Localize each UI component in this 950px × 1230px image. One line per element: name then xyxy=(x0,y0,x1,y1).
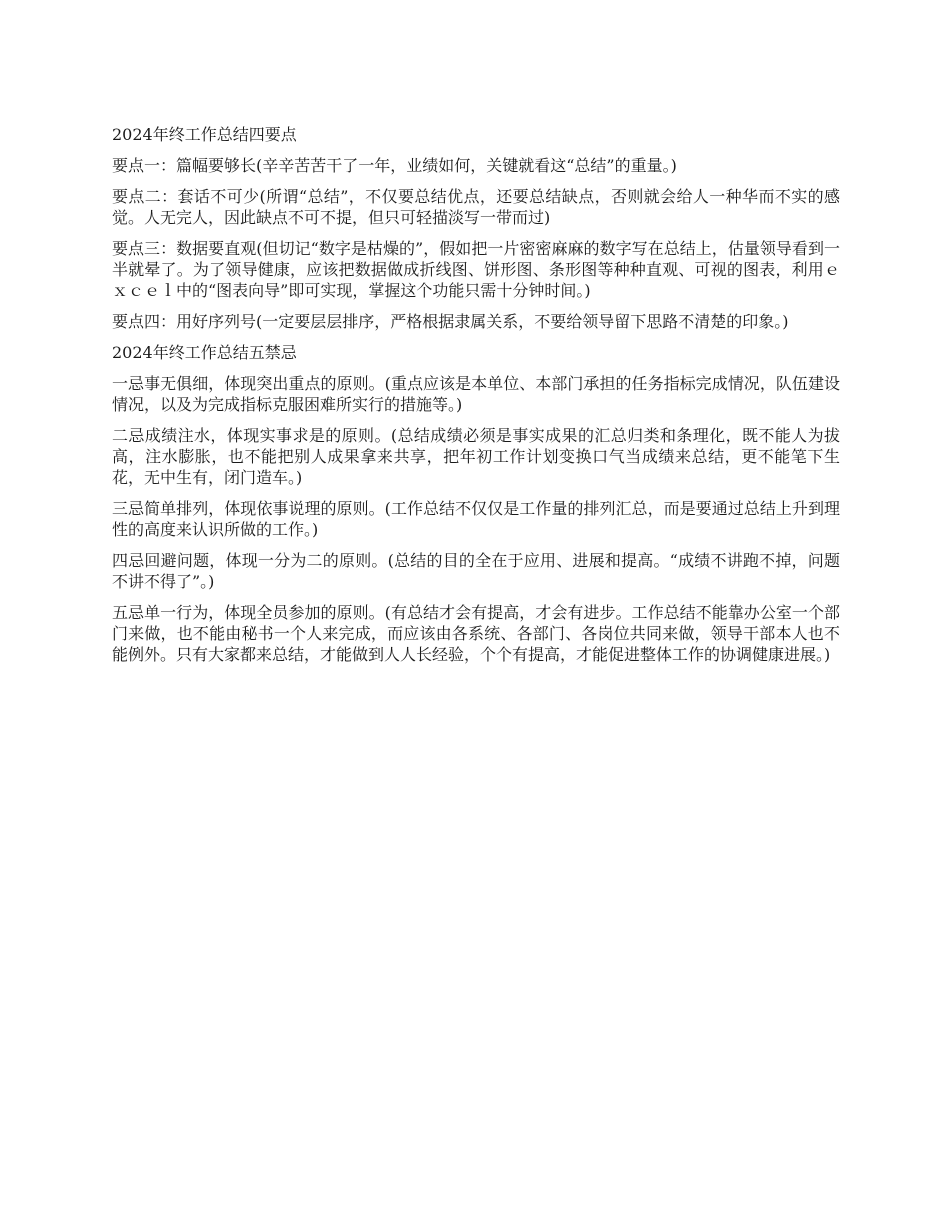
taboo-paragraph-1: 一忌事无俱细，体现突出重点的原则。(重点应该是本单位、本部门承担的任务指标完成情况，队伍建设情况，以及为完成指标克服困难所实行的措施等。) xyxy=(112,374,840,414)
taboo-paragraph-2: 二忌成绩注水，体现实事求是的原则。(总结成绩必须是事实成果的汇总归类和条理化，既不能人为拔高，注水膨胀，也不能把别人成果拿来共享，把年初工作计划变换口气当成绩来总结，更不能笔下生花，无中生有，闭门造车。) xyxy=(112,426,840,487)
document-body xyxy=(112,124,840,675)
point-paragraph-1: 要点一：篇幅要够长(辛辛苦苦干了一年，业绩如何，关键就看这“总结”的重量。) xyxy=(112,156,677,175)
point-paragraph-2: 要点二：套话不可少(所谓“总结”，不仅要总结优点，还要总结缺点，否则就会给人一种华而不实的感觉。人无完人，因此缺点不可不提，但只可轻描淡写一带而过) xyxy=(112,187,840,227)
taboo-paragraph-3: 三忌简单排列，体现依事说理的原则。(工作总结不仅仅是工作量的排列汇总，而是要通过总结上升到理性的高度来认识所做的工作。) xyxy=(112,499,840,539)
taboo-paragraph-5: 五忌单一行为，体现全员参加的原则。(有总结才会有提高，才会有进步。工作总结不能靠办公室一个部门来做，也不能由秘书一个人来完成，而应该由各系统、各部门、各岗位共同来做，领导干部本人也不能例外。只有大家都来总结，才能做到人人长经验，个个有提高，才能促进整体工作的协调健康进展。) xyxy=(112,603,840,664)
point-paragraph-4: 要点四：用好序列号(一定要层层排序，严格根据隶属关系，不要给领导留下思路不清楚的印象。) xyxy=(112,312,789,331)
section-heading-four-points: 2024年终工作总结四要点 xyxy=(112,125,297,144)
taboo-paragraph-4: 四忌回避问题，体现一分为二的原则。(总结的目的全在于应用、进展和提高。“成绩不讲跑不掉，问题不讲不得了”。) xyxy=(112,551,840,591)
section-heading-five-taboos: 2024年终工作总结五禁忌 xyxy=(112,343,297,362)
point-paragraph-3: 要点三：数据要直观(但切记“数字是枯燥的”，假如把一片密密麻麻的数字写在总结上，估量领导看到一半就晕了。为了领导健康，应该把数据做成折线图、饼形图、条形图等种种直观、可视的图表，利用ｅｘｃｅｌ中的“图表向导”即可实现，掌握这个功能只需十分钟时间。) xyxy=(112,239,840,300)
